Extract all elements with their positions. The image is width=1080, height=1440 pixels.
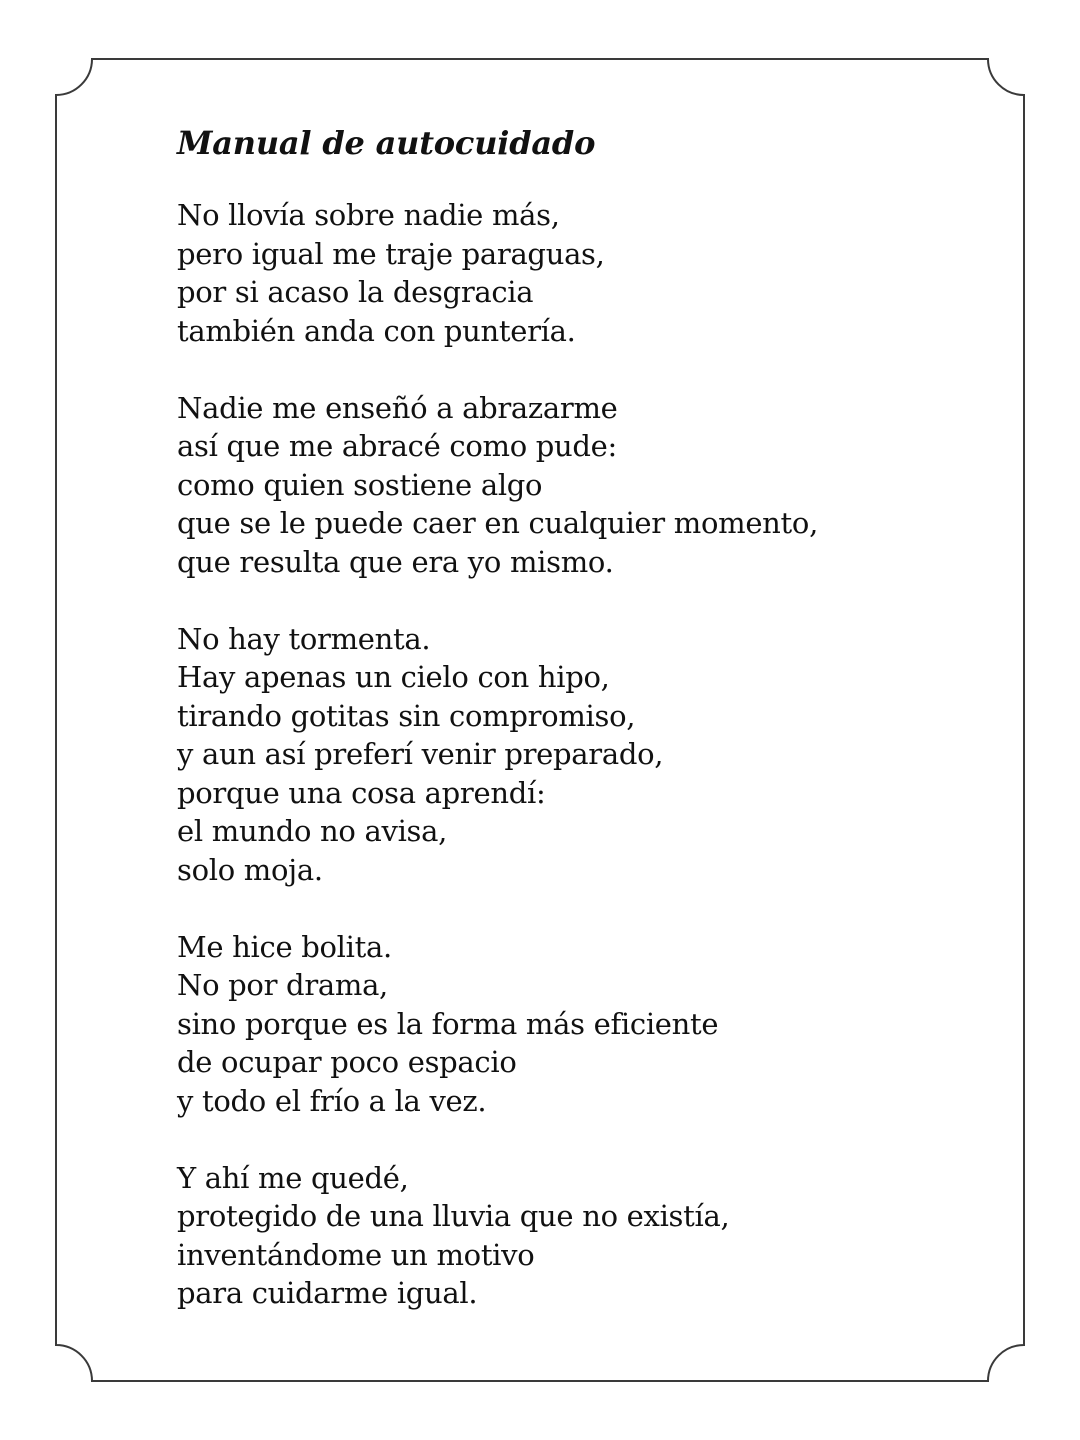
poem-line: Y ahí me quedé, <box>177 1160 409 1195</box>
poem-line: No llovía sobre nadie más, <box>177 198 560 232</box>
poem-line: y aun así preferí venir preparado, <box>177 737 664 771</box>
poem-line: y todo el frío a la vez. <box>177 1083 487 1118</box>
poem-title: Manual de autocuidado <box>177 124 596 162</box>
poem-line: porque una cosa aprendí: <box>177 775 546 810</box>
poem-body <box>177 196 997 1313</box>
poem-line: para cuidarme igual. <box>177 1276 478 1310</box>
poem-line: solo moja. <box>177 852 323 887</box>
poem-line: Nadie me enseñó a abrazarme <box>177 390 618 425</box>
poem-line: Hay apenas un cielo con hipo, <box>177 660 610 694</box>
stanza <box>177 389 997 582</box>
poem-line: sino porque es la forma más eficiente <box>177 1006 719 1041</box>
poem-line: No por drama, <box>177 968 388 1002</box>
poem-line: de ocupar poco espacio <box>177 1045 517 1079</box>
poem-line: así que me abracé como pude: <box>177 429 618 463</box>
poem-line: el mundo no avisa, <box>177 814 448 848</box>
poem-line: No hay tormenta. <box>177 621 431 656</box>
poem-line: protegido de una lluvia que no existía, <box>177 1199 730 1233</box>
poem-line: por si acaso la desgracia <box>177 275 534 309</box>
stanza <box>177 1159 997 1313</box>
poem-line: pero igual me traje paraguas, <box>177 236 605 271</box>
stanza <box>177 928 997 1121</box>
poem <box>177 120 997 1313</box>
poem-line: tirando gotitas sin compromiso, <box>177 698 636 733</box>
poem-line: Me hice bolita. <box>177 929 392 964</box>
stanza <box>177 196 997 350</box>
poem-line: que se le puede caer en cualquier momento, <box>177 506 818 540</box>
poem-line: como quien sostiene algo <box>177 467 543 502</box>
poem-line: inventándome un motivo <box>177 1237 535 1272</box>
stanza <box>177 620 997 890</box>
poem-line: también anda con puntería. <box>177 313 576 348</box>
poem-line: que resulta que era yo mismo. <box>177 544 614 579</box>
